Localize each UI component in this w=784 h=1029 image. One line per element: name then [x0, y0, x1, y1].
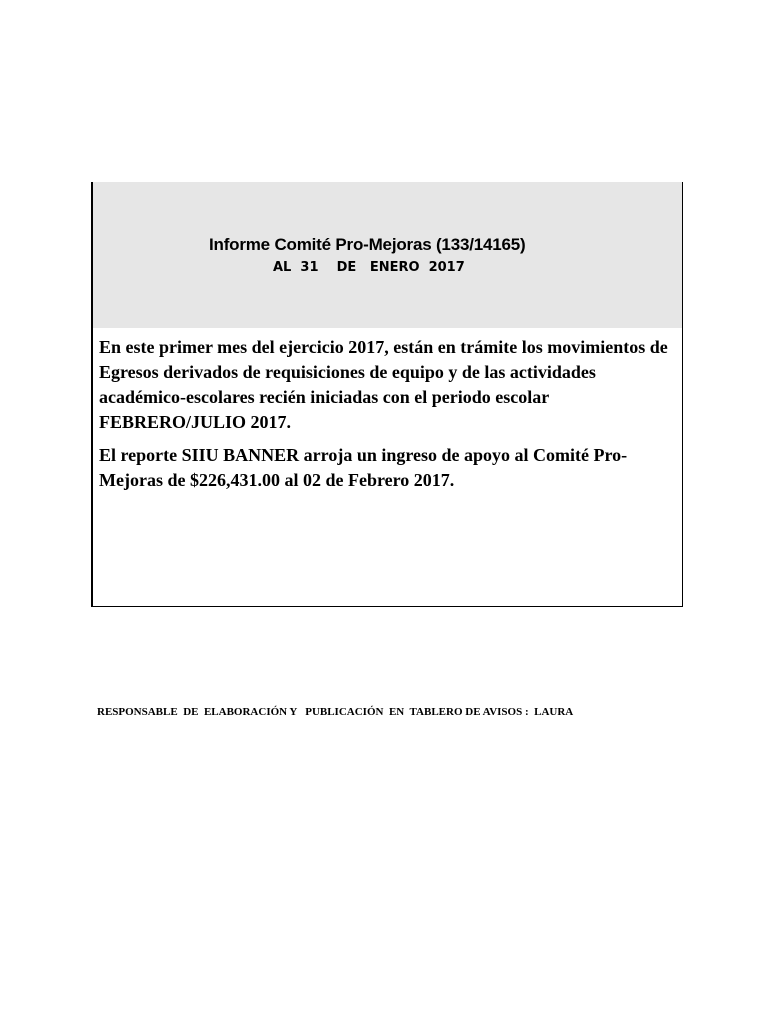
report-date: AL 31 DE ENERO 2017: [273, 260, 465, 275]
report-header: [93, 182, 682, 328]
responsible-note: RESPONSABLE DE ELABORACIÓN Y PUBLICACIÓN EN TABLERO DE AVISOS : LAURA: [97, 706, 574, 718]
report-title: Informe Comité Pro-Mejoras (133/14165): [209, 235, 526, 254]
paragraph-egresos: En este primer mes del ejercicio 2017, están en trámite los movimientos de Egresos derivados de requisiciones de equipo y de las actividades académico-escolares recién iniciadas con el periodo escolar FEBRERO/JULIO 2017.: [99, 337, 668, 432]
paragraph-ingreso: El reporte SIIU BANNER arroja un ingreso de apoyo al Comité Pro-Mejoras de $226,431.00 al 02 de Febrero 2017.: [99, 445, 628, 490]
report-body: [99, 335, 674, 501]
report-box: [91, 182, 683, 607]
